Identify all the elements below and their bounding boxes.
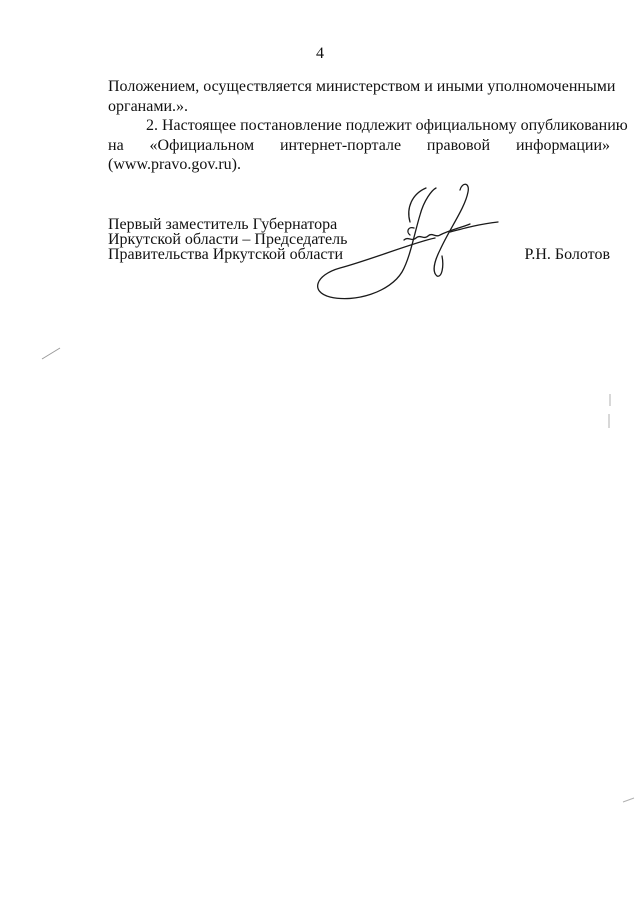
signatory-title-line: Иркутской области – Председатель <box>108 231 348 248</box>
scan-mark <box>40 345 64 361</box>
scan-mark <box>606 392 614 432</box>
paragraph-line: Положением, осуществляется министерством и иными уполномоченными <box>108 78 616 95</box>
page-number: 4 <box>316 45 324 62</box>
signatory-name: Р.Н. Болотов <box>524 246 610 263</box>
paragraph-publication <box>108 116 628 175</box>
paragraph-line: органами.». <box>108 97 189 115</box>
signatory-title-line: Правительства Иркутской области <box>108 246 344 263</box>
handwritten-signature <box>310 180 510 305</box>
paragraph-line: 2. Настоящее постановление подлежит официальному опубликованию <box>146 117 628 134</box>
signatory-title-line: Первый заместитель Губернатора <box>108 216 338 233</box>
paragraph-line: (www.pravo.gov.ru). <box>108 156 241 173</box>
scan-mark <box>622 796 636 804</box>
paragraph-continuation <box>108 77 616 116</box>
paragraph-line: на «Официальном интернет-портале правовой информации» <box>108 136 610 154</box>
